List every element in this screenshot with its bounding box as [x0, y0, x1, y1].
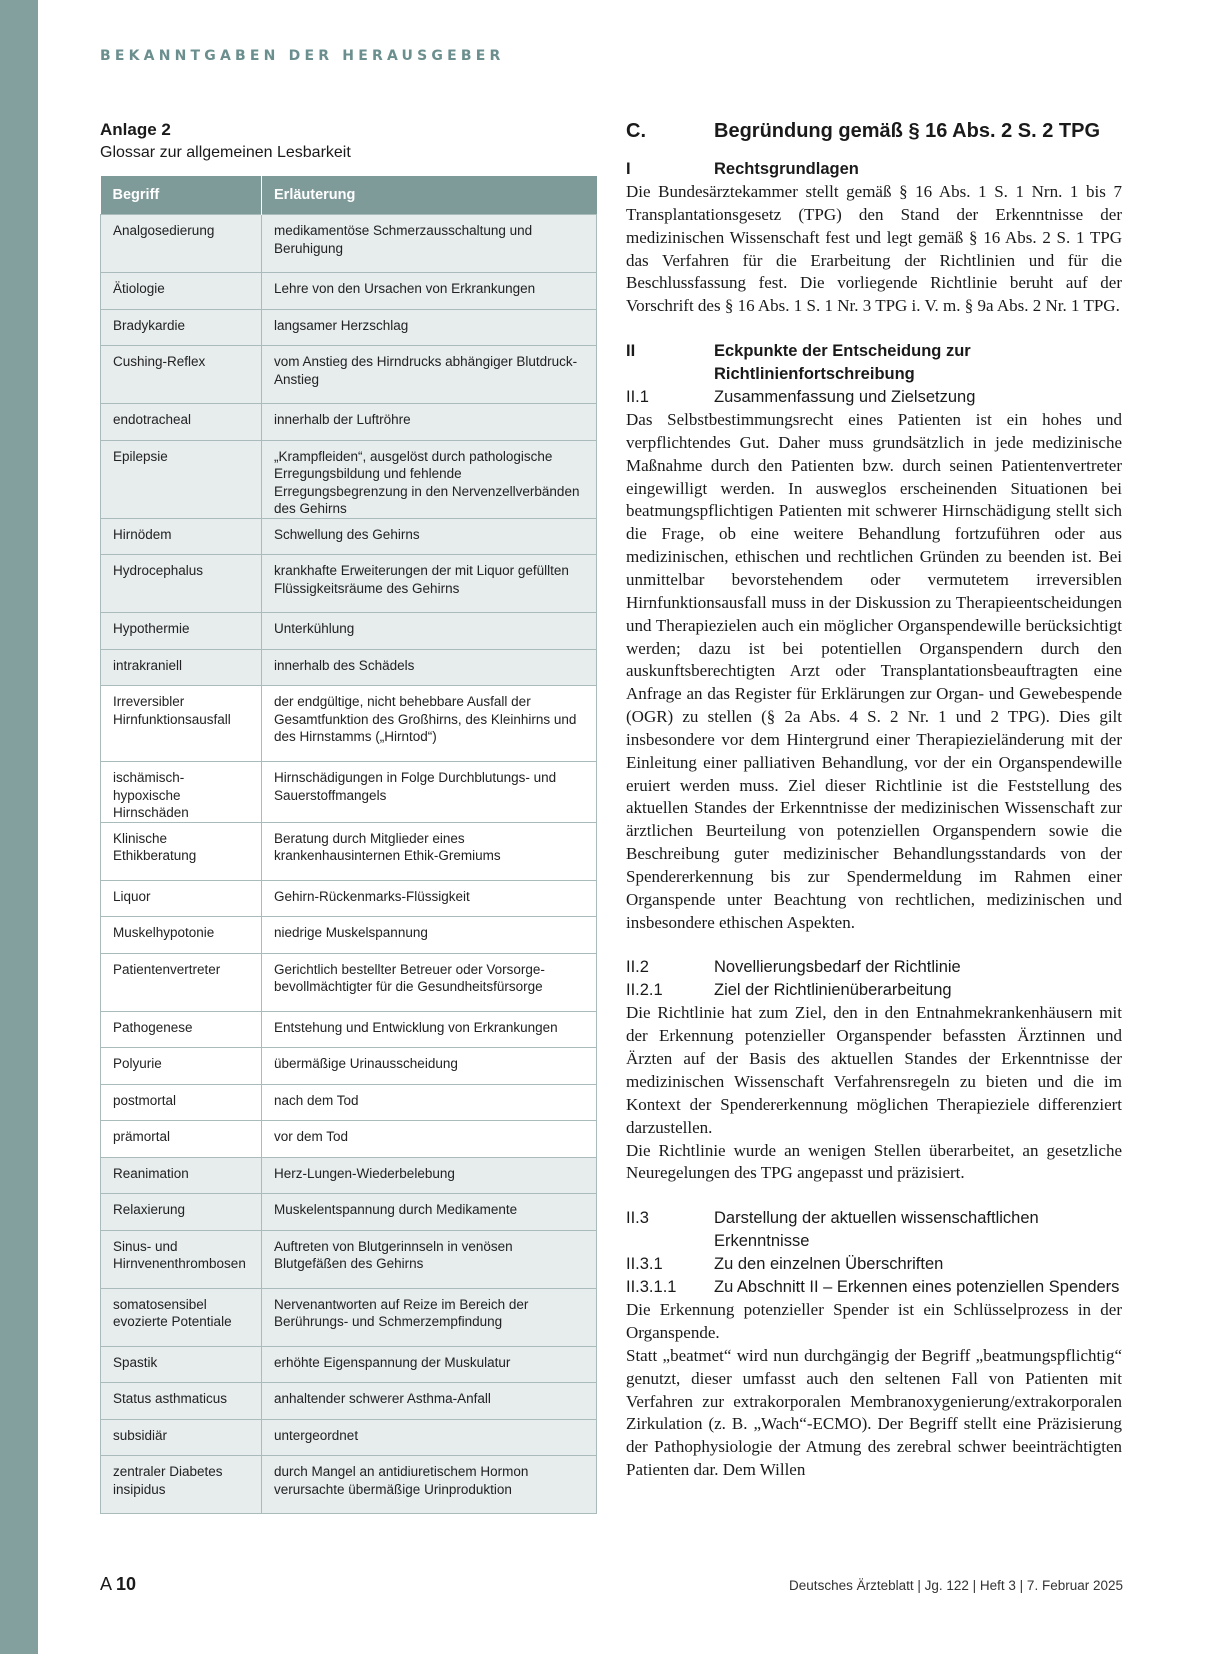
table-row [101, 1194, 597, 1231]
table-row [101, 880, 597, 917]
glossary-definition: Gerichtlich bestellter Betreuer oder Vorsorge-bevollmächtigter für die Gesundheitsfürsorge [262, 953, 597, 1011]
section-title: Novellierungsbedarf der Richtlinie [714, 958, 961, 977]
section-ii-3-1-1-text-1: Die Erkennung potenzieller Spender ist ein Schlüsselprozess in der Organspende. [626, 1300, 1122, 1343]
page-prefix: A [100, 1574, 112, 1594]
section-number: II [626, 342, 636, 361]
section-number: II.3.1 [626, 1255, 663, 1274]
glossary-definition: „Krampfleiden“, ausgelöst durch pathologische Erregungsbildung und fehlende Erregungsbegrenzung in den Nervenzellverbänden des Gehirns [262, 440, 597, 518]
spacer [626, 1185, 1122, 1207]
glossary-column [100, 118, 596, 1514]
section-ii-1-text: Das Selbstbestimmungsrecht eines Patienten ist ein hohes und verpflichtendes Gut. Daher muss grundsätzlich in jede medizinische Maßnahme durch den Patienten bzw. durch seinen Patientenvertreter eingewilligt werden. In ausweglos erscheinenden Situationen bei beatmungspflichtigen Patienten mit schwerer Hirnschädigung stellt sich die Frage, ob eine weitere Behandlung fortzuführen oder aus medizinischen, ethischen und rechtlichen Gründen zu beenden ist. Bei unmittelbar bevorstehendem oder vermutetem irreversiblen Hirnfunktionsausfall muss in der Diskussion zu Therapieentscheidungen und Therapiezielen auch ein möglicher Organspendewille berücksichtigt werden; dazu ist bei potentiellen Organspendern durch den auskunftsberechtigten Arzt oder Transplantationsbeauftragten eine Anfrage an das Register für Erklärungen zur Organ- und Gewebespende (OGR) zu stellen (§ 2a Abs. 4 S. 2 Nr. 1 und 2 TPG). Dies gilt insbesondere vor dem Hintergrund einer Therapiezieländerung mit der Einleitung einer palliativen Behandlung, vor der ein Organspendewille eruiert werden muss. Ziel dieser Richtlinie ist die Feststellung des aktuellen Standes der Erkenntnisse der medizinischen Wissenschaft zur ärztlichen Beurteilung von potenziellen Organspendern sowie die Beschreibung guter medizinischer Behandlungsstandards von der Spendererkennung bis zur Spendermeldung im Rahmen einer Organspende unter Beachtung von rechtlichen, medizinischen und insbesondere ethischen Aspekten. [626, 410, 1122, 932]
spacer [626, 318, 1122, 340]
section-title: Zusammenfassung und Zielsetzung [714, 388, 976, 407]
glossary-term: Bradykardie [101, 309, 262, 346]
table-row [101, 555, 597, 613]
spacer [626, 934, 1122, 956]
glossary-definition: Muskelentspannung durch Medikamente [262, 1194, 597, 1231]
glossary-term: Muskelhypotonie [101, 917, 262, 954]
table-row [101, 309, 597, 346]
running-head: BEKANNTGABEN DER HERAUSGEBER [100, 48, 505, 64]
table-row [101, 1121, 597, 1158]
glossary-header-term: Begriff [101, 176, 262, 215]
glossary-term: intrakraniell [101, 649, 262, 686]
glossary-term: Relaxierung [101, 1194, 262, 1231]
glossary-definition: nach dem Tod [262, 1084, 597, 1121]
glossary-definition: krankhafte Erweiterungen der mit Liquor gefüllten Flüssigkeitsräume des Gehirns [262, 555, 597, 613]
glossary-definition: Herz-Lungen-Wiederbelebung [262, 1157, 597, 1194]
section-ii-1-heading [626, 386, 1122, 409]
glossary-definition: anhaltender schwerer Asthma-Anfall [262, 1383, 597, 1420]
glossary-definition: untergeordnet [262, 1419, 597, 1456]
glossary-definition: vor dem Tod [262, 1121, 597, 1158]
section-ii-3-1-1-heading [626, 1276, 1122, 1299]
glossary-definition: erhöhte Eigenspannung der Muskulatur [262, 1346, 597, 1383]
section-ii-heading [626, 340, 1122, 386]
glossary-definition: Unterkühlung [262, 613, 597, 650]
glossary-definition: Entstehung und Entwicklung von Erkrankungen [262, 1011, 597, 1048]
table-row [101, 1230, 597, 1288]
glossary-term: prämortal [101, 1121, 262, 1158]
glossary-definition: medikamentöse Schmerzausschaltung und Beruhigung [262, 215, 597, 273]
glossary-definition: niedrige Muskelspannung [262, 917, 597, 954]
table-row [101, 1048, 597, 1085]
glossary-term: ischämisch-hypoxische Hirnschäden [101, 762, 262, 823]
table-row [101, 917, 597, 954]
glossary-definition: Schwellung des Gehirns [262, 518, 597, 555]
glossary-definition: der endgültige, nicht behebbare Ausfall der Gesamtfunktion des Großhirns, des Kleinhirns und des Hirnstamms („Hirntod“) [262, 686, 597, 762]
glossary-term: Reanimation [101, 1157, 262, 1194]
table-row [101, 1419, 597, 1456]
table-row [101, 1084, 597, 1121]
page-number-value: 10 [116, 1574, 137, 1594]
glossary-term: Irreversibler Hirnfunktionsausfall [101, 686, 262, 762]
glossary-definition: durch Mangel an antidiuretischem Hormon verursachte übermäßige Urinproduktion [262, 1456, 597, 1514]
glossary-term: Cushing-Reflex [101, 346, 262, 404]
table-row [101, 613, 597, 650]
section-number: I [626, 160, 631, 178]
section-title: Ziel der Richtlinienüberarbeitung [714, 981, 952, 1000]
table-row [101, 1383, 597, 1420]
section-title: Zu Abschnitt II – Erkennen eines potenziellen Spenders [714, 1278, 1120, 1297]
annex-title: Anlage 2 [100, 120, 171, 139]
journal-citation: Deutsches Ärzteblatt | Jg. 122 | Heft 3 | 7. Februar 2025 [789, 1578, 1123, 1593]
glossary-term: Sinus- und Hirnvenenthrombosen [101, 1230, 262, 1288]
glossary-term: subsidiär [101, 1419, 262, 1456]
section-title-line2: Richtlinienfortschreibung [714, 365, 915, 384]
glossary-term: Spastik [101, 1346, 262, 1383]
section-title: Zu den einzelnen Überschriften [714, 1255, 944, 1274]
glossary-table [100, 176, 597, 1514]
section-ii-3-heading [626, 1207, 1122, 1253]
table-row [101, 1157, 597, 1194]
section-number: II.3 [626, 1209, 649, 1228]
section-number: II.2.1 [626, 981, 663, 1000]
glossary-definition: vom Anstieg des Hirndrucks abhängiger Blutdruck-Anstieg [262, 346, 597, 404]
glossary-term: Klinische Ethikberatung [101, 822, 262, 880]
glossary-definition: innerhalb der Luftröhre [262, 404, 597, 441]
glossary-term: Hydrocephalus [101, 555, 262, 613]
section-title: Begründung gemäß § 16 Abs. 2 S. 2 TPG [714, 120, 1101, 142]
glossary-definition: Lehre von den Ursachen von Erkrankungen [262, 273, 597, 310]
glossary-term: Analgosedierung [101, 215, 262, 273]
table-row [101, 404, 597, 441]
glossary-term: somatosensibel evozierte Potentiale [101, 1288, 262, 1346]
glossary-term: Hirnödem [101, 518, 262, 555]
glossary-term: Epilepsie [101, 440, 262, 518]
section-ii-2-1-text-2: Die Richtlinie wurde an wenigen Stellen überarbeitet, an gesetzliche Neuregelungen des TPG angepasst und präzisiert. [626, 1140, 1122, 1183]
table-row [101, 518, 597, 555]
section-ii-2-heading [626, 956, 1122, 979]
glossary-term: zentraler Diabetes insipidus [101, 1456, 262, 1514]
section-ii-3-1-heading [626, 1253, 1122, 1276]
glossary-term: Pathogenese [101, 1011, 262, 1048]
section-title [714, 340, 971, 386]
section-i-heading [626, 158, 1122, 181]
glossary-definition: Gehirn-Rückenmarks-Flüssigkeit [262, 880, 597, 917]
section-number: II.2 [626, 958, 649, 977]
section-ii-2-1-text-1: Die Richtlinie hat zum Ziel, den in den Entnahmekrankenhäusern mit der Erkennung potenzieller Organspender befassten Ärztinnen und Ärzten auf der Basis des aktuellen Standes der Erkenntnisse der medizinischen Wissenschaft Verfahrensregeln zu bieten und die im Kontext der Spendererkennung möglichen Therapieziele differenziert darzustellen. [626, 1003, 1122, 1137]
glossary-term: Patientenvertreter [101, 953, 262, 1011]
justification-column [626, 116, 1122, 1482]
glossary-definition: langsamer Herzschlag [262, 309, 597, 346]
table-row [101, 953, 597, 1011]
table-row [101, 822, 597, 880]
section-title-line1: Eckpunkte der Entscheidung zur [714, 342, 971, 361]
table-row [101, 649, 597, 686]
section-ii-3-1-1-text-2: Statt „beatmet“ wird nun durchgängig der Begriff „beatmungspflichtig“ genutzt, dieser umfasst auch den seltenen Fall von Patienten mit Verfahren zur extrakorporalen Membranoxygenierung/extrakorporalen Zirkulation (z. B. „Wach“-ECMO). Der Begriff stellt eine Präzisierung der Pathophysiologie der Atmung des zerebral schwer beeinträchtigten Patienten dar. Dem Willen [626, 1345, 1122, 1480]
glossary-term: Polyurie [101, 1048, 262, 1085]
table-row [101, 686, 597, 762]
glossary-definition: innerhalb des Schädels [262, 649, 597, 686]
glossary-term: Hypothermie [101, 613, 262, 650]
glossary-definition: Auftreten von Blutgerinnseln in venösen Blutgefäßen des Gehirns [262, 1230, 597, 1288]
glossary-term: postmortal [101, 1084, 262, 1121]
table-row [101, 346, 597, 404]
table-row [101, 1346, 597, 1383]
section-number: II.1 [626, 388, 649, 407]
glossary-header-definition: Erläuterung [262, 176, 597, 215]
section-number: C. [626, 120, 646, 142]
annex-subtitle: Glossar zur allgemeinen Lesbarkeit [100, 144, 351, 161]
glossary-term: Liquor [101, 880, 262, 917]
page-number [100, 1574, 136, 1595]
glossary-definition: übermäßige Urinausscheidung [262, 1048, 597, 1085]
glossary-definition: Beratung durch Mitglieder eines krankenhausinternen Ethik-Gremiums [262, 822, 597, 880]
table-row [101, 440, 597, 518]
table-row [101, 215, 597, 273]
section-number: II.3.1.1 [626, 1278, 677, 1297]
side-color-band [0, 0, 38, 1654]
section-ii-2-1-heading [626, 979, 1122, 1002]
glossary-term: Ätiologie [101, 273, 262, 310]
table-row [101, 1456, 597, 1514]
glossary-term: endotracheal [101, 404, 262, 441]
table-row [101, 1011, 597, 1048]
section-c-heading [626, 116, 1122, 146]
section-title: Darstellung der aktuellen wissenschaftlichen Erkenntnisse [714, 1209, 1039, 1251]
glossary-term: Status asthmaticus [101, 1383, 262, 1420]
table-row [101, 762, 597, 823]
glossary-definition: Nervenantworten auf Reize im Bereich der Berührungs- und Schmerzempfindung [262, 1288, 597, 1346]
table-row [101, 1288, 597, 1346]
table-row [101, 273, 597, 310]
section-title: Rechtsgrundlagen [714, 160, 859, 178]
glossary-definition: Hirnschädigungen in Folge Durchblutungs- und Sauerstoffmangels [262, 762, 597, 823]
section-i-text: Die Bundesärztekammer stellt gemäß § 16 Abs. 1 S. 1 Nrn. 1 bis 7 Transplantationsgesetz (TPG) den Stand der Erkenntnisse der medizinischen Wissenschaft fest und legt gemäß § 16 Abs. 2 S. 1 TPG das Verfahren für die Erarbeitung der Richtlinien und für die Beschlussfassung fest. Die vorliegende Richtlinie beruht auf der Vorschrift des § 16 Abs. 1 S. 1 Nr. 3 TPG i. V. m. § 9a Abs. 2 Nr. 1 TPG. [626, 182, 1122, 316]
